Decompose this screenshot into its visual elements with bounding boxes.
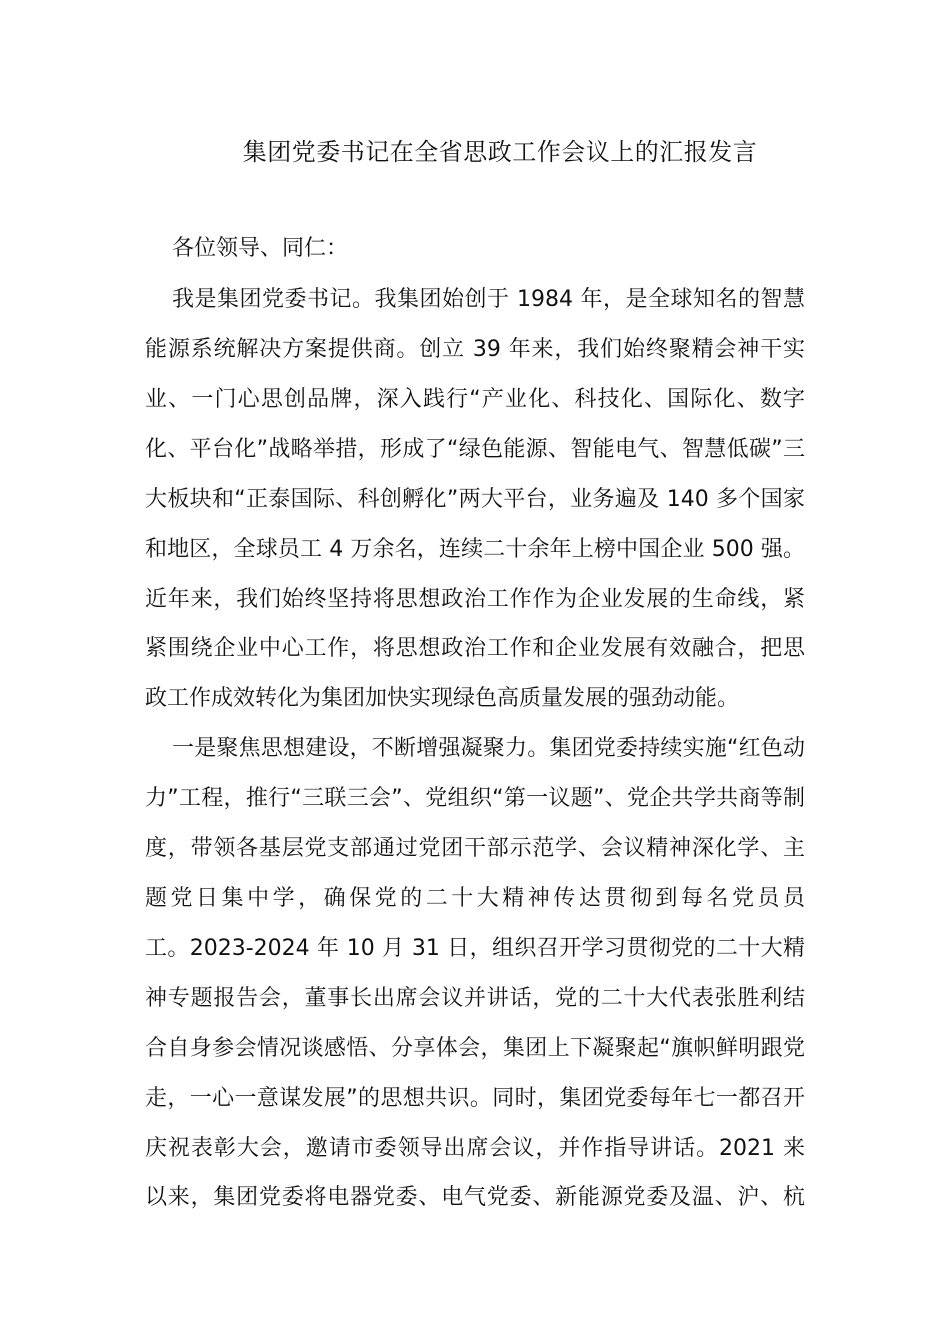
paragraph-line: 大板块和“正泰国际、科创孵化”两大平台，业务遍及 140 多个国家 (145, 487, 805, 512)
paragraph-line: 工。2023-2024 年 10 月 31 日，组织召开学习贯彻党的二十大精 (145, 936, 805, 961)
paragraph-line: 神专题报告会，董事长出席会议并讲话，党的二十大代表张胜利结 (145, 986, 805, 1011)
paragraph-line: 我是集团党委书记。我集团始创于 1984 年，是全球知名的智慧 (172, 287, 805, 312)
paragraph-line: 庆祝表彰大会，邀请市委领导出席会议，并作指导讲话。2021 来 (145, 1136, 805, 1161)
paragraph-line: 政工作成效转化为集团加快实现绿色高质量发展的强劲动能。 (145, 686, 740, 711)
paragraph-line: 合自身参会情况谈感悟、分享体会，集团上下凝聚起“旗帜鲜明跟党 (145, 1036, 805, 1061)
paragraph-line: 紧围绕企业中心工作，将思想政治工作和企业发展有效融合，把思 (145, 636, 805, 661)
paragraph-line: 以来，集团党委将电器党委、电气党委、新能源党委及温、沪、杭 (145, 1185, 805, 1210)
paragraph-line: 化、平台化”战略举措，形成了“绿色能源、智能电气、智慧低碳”三 (145, 437, 805, 462)
paragraph-line: 力”工程，推行“三联三会”、党组织“第一议题”、党企共学共商等制 (145, 786, 805, 811)
paragraph-line: 近年来，我们始终坚持将思想政治工作作为企业发展的生命线，紧 (145, 587, 805, 612)
paragraph-line: 能源系统解决方案提供商。创立 39 年来，我们始终聚精会神干实 (145, 337, 805, 362)
paragraph-line: 业、一门心思创品牌，深入践行“产业化、科技化、国际化、数字 (145, 387, 805, 412)
paragraph-line: 题党日集中学，确保党的二十大精神传达贯彻到每名党员员 (145, 886, 805, 911)
paragraph-line: 走，一心一意谋发展”的思想共识。同时，集团党委每年七一都召开 (145, 1086, 805, 1111)
paragraph-line: 一是聚焦思想建设，不断增强凝聚力。集团党委持续实施“红色动 (172, 736, 805, 761)
salutation: 各位领导、同仁： (172, 236, 349, 261)
paragraph-line: 和地区，全球员工 4 万余名，连续二十余年上榜中国企业 500 强。 (145, 537, 805, 562)
paragraph-line: 度，带领各基层党支部通过党团干部示范学、会议精神深化学、主 (145, 836, 805, 861)
document-title: 集团党委书记在全省思政工作会议上的汇报发言 (242, 138, 758, 166)
